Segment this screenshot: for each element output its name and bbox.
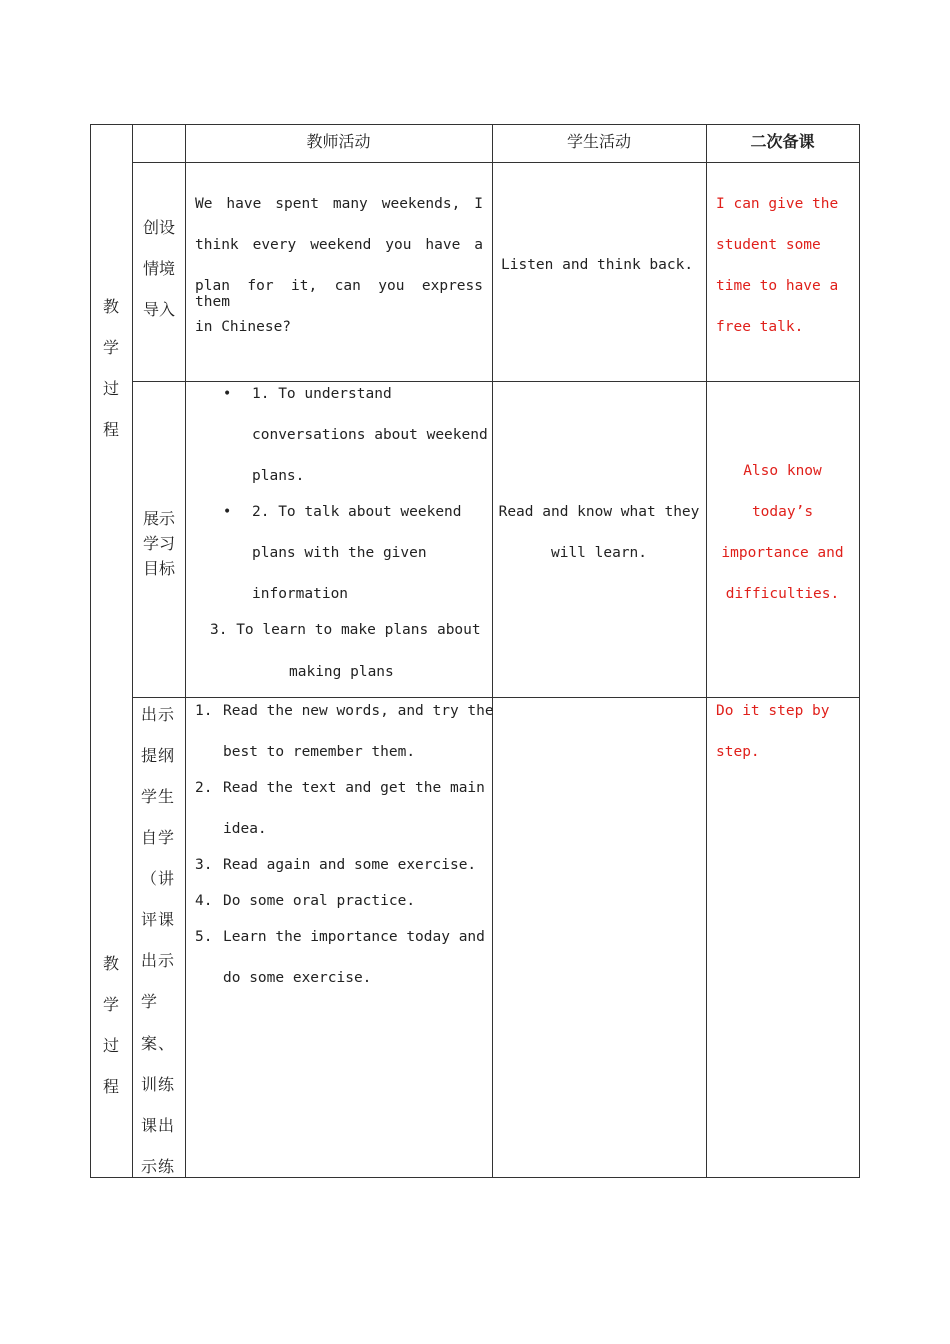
note-line: I can give the — [716, 196, 839, 212]
stage-label: 出示 — [141, 951, 176, 970]
note-line: time to have a — [716, 278, 839, 294]
stage-label: 评课 — [141, 910, 176, 929]
row1-bottom-line — [132, 381, 860, 382]
table-border-top — [90, 124, 860, 125]
student-activity-text: Listen and think back. — [501, 257, 694, 273]
row2-bottom-line — [132, 697, 860, 698]
stage-label: 示练 — [141, 1157, 176, 1176]
col-divider-4 — [706, 124, 707, 1178]
step-line: Read the new words, and try the — [223, 703, 494, 719]
student-activity-text: will learn. — [550, 545, 648, 561]
step-line: best to remember them. — [223, 744, 416, 760]
objective-line: 3. To learn to make plans about — [210, 622, 481, 638]
side-char: 过 — [102, 1036, 119, 1055]
side-char: 程 — [102, 420, 119, 439]
step-number: 3. — [195, 857, 213, 873]
stage-label: 自学 — [141, 828, 176, 847]
stage-label: 提纲 — [141, 746, 176, 765]
header-student-activity: 学生活动 — [566, 132, 631, 151]
objective-line: plans. — [252, 468, 305, 484]
step-line: do some exercise. — [223, 970, 372, 986]
step-line: Read the text and get the main — [223, 780, 485, 796]
objective-line: plans with the given — [252, 545, 427, 561]
stage-label: 出示 — [141, 705, 176, 724]
side-char: 过 — [102, 379, 119, 398]
step-line: Read again and some exercise. — [223, 857, 477, 873]
bullet-icon: • — [223, 386, 232, 402]
stage-label: 创设 — [143, 218, 176, 237]
side-char: 学 — [102, 338, 119, 357]
note-line: Do it step by — [716, 703, 830, 719]
stage-label: 目标 — [143, 559, 176, 578]
objective-line: conversations about weekend — [252, 427, 488, 443]
stage-label: （讲 — [141, 869, 176, 888]
table-border-bottom — [90, 1177, 860, 1178]
note-line: step. — [716, 744, 760, 760]
stage-label: 课出 — [141, 1116, 176, 1135]
step-line: Learn the importance today and — [223, 929, 485, 945]
table-border-right — [859, 124, 860, 1178]
col-divider-3 — [492, 124, 493, 1178]
header-bottom-line — [132, 162, 860, 163]
stage-label: 情境 — [143, 259, 176, 278]
teacher-text-line: plan for it, can you express them — [195, 278, 483, 310]
step-line: Do some oral practice. — [223, 893, 416, 909]
step-number: 4. — [195, 893, 213, 909]
step-number: 1. — [195, 703, 213, 719]
col-divider-2 — [185, 124, 186, 1178]
note-line: student some — [716, 237, 821, 253]
student-activity-text: Read and know what they — [498, 504, 700, 520]
stage-label: 训练 — [141, 1075, 176, 1094]
objective-line: making plans — [289, 664, 394, 680]
side-char: 程 — [102, 1077, 119, 1096]
note-line: free talk. — [716, 319, 804, 335]
side-char: 学 — [102, 995, 119, 1014]
stage-label: 学生 — [141, 787, 176, 806]
teacher-text-line: We have spent many weekends, I — [195, 196, 483, 212]
objective-line: information — [252, 586, 349, 602]
objective-line: 1. To understand — [252, 386, 392, 402]
stage-label: 案、 — [141, 1034, 176, 1053]
stage-label: 学习 — [143, 534, 176, 553]
side-char: 教 — [102, 297, 119, 316]
side-char: 教 — [102, 954, 119, 973]
bullet-icon: • — [223, 504, 232, 520]
note-line: difficulties. — [725, 586, 840, 602]
teacher-text-line: think every weekend you have a — [195, 237, 483, 253]
teacher-text-line: in Chinese? — [195, 319, 292, 335]
step-number: 5. — [195, 929, 213, 945]
header-second-prep: 二次备课 — [750, 132, 815, 151]
header-teacher-activity: 教师活动 — [306, 132, 371, 151]
stage-label: 导入 — [143, 300, 176, 319]
stage-label: 展示 — [143, 509, 176, 528]
note-line: Also know — [743, 463, 822, 479]
objective-line: 2. To talk about weekend — [252, 504, 462, 520]
stage-label: 学 — [141, 992, 159, 1011]
note-line: today’s — [751, 504, 814, 520]
note-line: importance and — [721, 545, 844, 561]
col-divider-1 — [132, 124, 133, 1178]
step-number: 2. — [195, 780, 213, 796]
step-line: idea. — [223, 821, 267, 837]
table-border-left — [90, 124, 91, 1178]
